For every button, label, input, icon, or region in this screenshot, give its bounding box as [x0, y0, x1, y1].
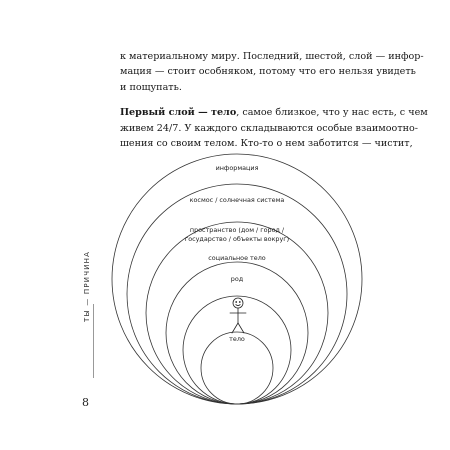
text-line: шения со своим телом. Кто-то о нем заботится — чистит,	[120, 138, 413, 150]
bold-lead: Первый слой — тело	[120, 107, 237, 119]
text-line: и пощупать.	[120, 81, 182, 93]
text-line: к материальному миру. Последний, шестой, слой — инфор-	[120, 51, 424, 62]
layer-circle-cosmos	[127, 184, 347, 404]
layer-label: род	[230, 275, 244, 283]
running-head: ТЫ — ПРИЧИНА	[83, 250, 91, 322]
layer-circle-social-body	[166, 262, 308, 404]
text-fragment: , самое близкое, что у нас есть, с чем	[236, 107, 428, 119]
layer-label: тело	[229, 335, 245, 343]
layer-label: космос / солнечная система	[189, 196, 285, 204]
layer-label: пространство (дом / город /	[189, 226, 285, 234]
page-number: 8	[82, 396, 89, 409]
stick-figure-icon	[230, 298, 246, 333]
text-line: мация — стоит особняком, потому что его нельзя увидеть	[120, 66, 416, 78]
layer-label: государство / объекты вокруг)	[184, 235, 290, 243]
text-line: живем 24/7. У каждого складываются особые взаимоотно-	[120, 122, 419, 134]
layer-circle-kin	[183, 296, 291, 404]
layer-label: социальное тело	[208, 254, 266, 262]
layer-label: информация	[215, 164, 259, 172]
running-head-rule	[93, 304, 94, 378]
